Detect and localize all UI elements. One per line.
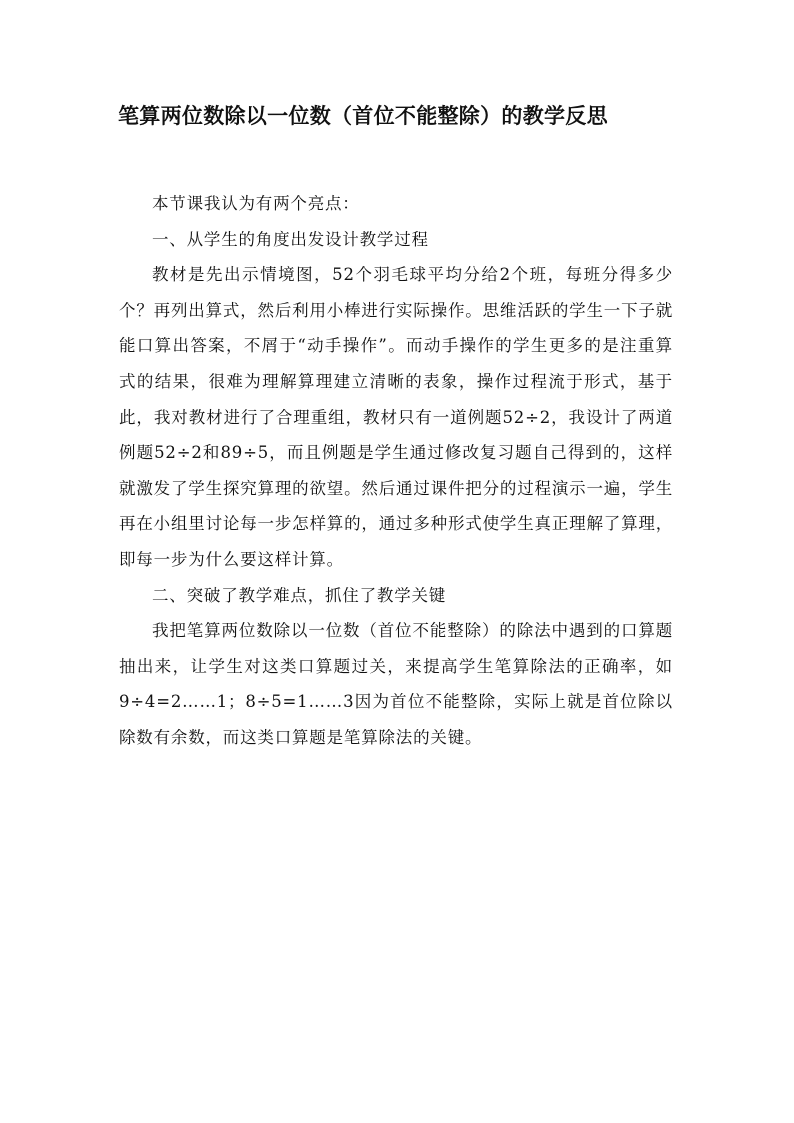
paragraph-intro: 本节课我认为有两个亮点： — [152, 194, 360, 213]
document-title: 笔算两位数除以一位数（首位不能整除）的教学反思 — [118, 104, 608, 128]
paragraph-section-1: 教材是先出示情境图，52个羽毛球平均分给2个班，每班分得多少个？再列出算式，然后利用小棒进行实际操作。思维活跃的学生一下子就能口算出答案，不屑于“动手操作”。而动手操作的学生更多的是注重算式的结果，很难为理解算理建立清晰的表象，操作过程流于形式，基于此，我对教材进行了合理重组，教材只有一道例题52÷2，我设计了两道例题52÷2和89÷5，而且例题是学生通过修改复习题自己得到的，这样就激发了学生探究算理的欲望。然后通过课件把分的过程演示一遍，学生再在小组里讨论每一步怎样算的，通过多种形式使学生真正理解了算理，即每一步为什么要这样计算。 — [119, 265, 673, 569]
paragraph-section-2: 我把笔算两位数除以一位数（首位不能整除）的除法中遇到的口算题抽出来，让学生对这类口算题过关，来提高学生笔算除法的正确率，如9÷4=2……1；8÷5=1……3因为首位不能整除，实际上就是首位除以除数有余数，而这类口算题是笔算除法的关键。 — [119, 621, 673, 747]
document-body — [119, 186, 673, 756]
section-heading-2: 二、突破了教学难点，抓住了教学关键 — [152, 585, 447, 605]
section-heading-1: 一、从学生的角度出发设计教学过程 — [152, 229, 429, 249]
